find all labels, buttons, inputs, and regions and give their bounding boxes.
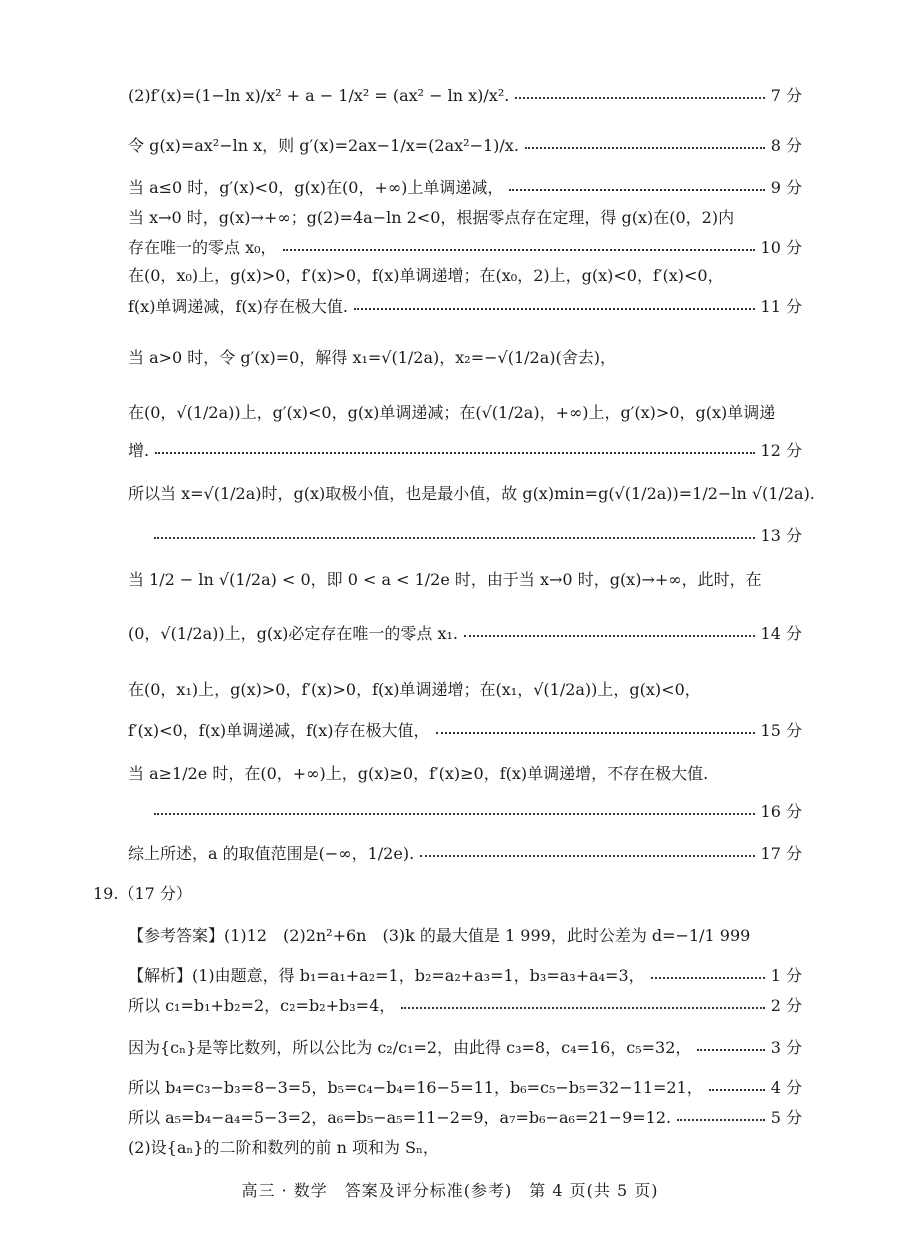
solution-line-5 [128,1108,802,1128]
leader-dots [509,189,764,191]
line-10 [128,238,802,258]
leader-dots [154,813,755,815]
line-text: 【解析】(1)由题意，得 b₁=a₁+a₂=1，b₂=a₂+a₃=1，b₃=a₃+a₄=3， [128,966,645,985]
line-8 [128,136,802,156]
leader-dots [436,732,755,734]
line-12 [128,441,802,461]
leader-dots [283,249,755,251]
line-text-plain: 当 x→0 时，g(x)→+∞；g(2)=4a−ln 2<0，根据零点存在定理，得 g(x)在(0，2)内 [128,208,735,227]
line-text-plain: 在(0，x₀)上，g(x)>0，f′(x)>0，f(x)单调递增；在(x₀，2)上，g(x)<0，f′(x)<0， [128,266,724,285]
score-mark: 4 分 [770,1078,802,1097]
solution-line-1 [128,966,802,986]
score-mark: 15 分 [760,721,802,740]
line-text: 因为{cₙ}是等比数列，所以公比为 c₂/c₁=2，由此得 c₃=8，c₄=16，c₅=32， [128,1038,692,1057]
score-mark: 9 分 [770,178,802,197]
line-15 [128,721,802,741]
score-mark: 17 分 [760,844,802,863]
leader-dots [697,1049,764,1051]
leader-dots [651,977,765,979]
leader-dots [515,97,764,99]
leader-dots [420,855,754,857]
line-text: 增. [128,441,150,460]
score-mark: 14 分 [760,624,802,643]
page-footer: 高三 · 数学 答案及评分标准(参考) 第 4 页(共 5 页) [241,1181,659,1200]
line-text: (0，√(1/2a))上，g(x)必定存在唯一的零点 x₁. [128,624,458,643]
score-mark: 16 分 [760,802,802,821]
line-text-plain: 当 1/2 − ln √(1/2a) < 0，即 0 < a < 1/2e 时，由于当 x→0 时，g(x)→+∞，此时，在 [128,570,762,589]
line-13 [148,526,802,546]
score-mark: 7 分 [770,86,802,105]
line-text: 存在唯一的零点 x₀， [128,238,277,257]
line-14 [128,624,802,644]
line-text-plain: 在(0，x₁)上，g(x)>0，f′(x)>0，f(x)单调递增；在(x₁，√(1/2a))上，g(x)<0， [128,680,701,699]
score-mark: 2 分 [770,996,802,1015]
leader-dots [709,1089,765,1091]
solution-line-4 [128,1078,802,1098]
score-mark: 10 分 [760,238,802,257]
line-text: f(x)单调递减，f(x)存在极大值. [128,297,348,316]
line-17 [128,844,802,864]
leader-dots [354,308,755,310]
score-mark: 11 分 [760,297,802,316]
line-16 [148,802,802,822]
leader-dots [155,452,754,454]
line-text: 所以 b₄=c₃−b₃=8−3=5，b₅=c₄−b₄=16−5=11，b₆=c₅−b₅=32−11=21， [128,1078,703,1097]
score-mark: 8 分 [770,136,802,155]
score-mark: 5 分 [770,1108,802,1127]
line-text: f′(x)<0，f(x)单调递减，f(x)存在极大值， [128,721,430,740]
line-text: 所以 a₅=b₄−a₄=5−3=2，a₆=b₅−a₅=11−2=9，a₇=b₆−a₆=21−9=12. [128,1108,672,1127]
reference-answer: 【参考答案】(1)12 (2)2n²+6n (3)k 的最大值是 1 999，此时公差为 d=−1/1 999 [128,926,751,945]
score-mark: 1 分 [770,966,802,985]
line-text-plain: 在(0，√(1/2a))上，g′(x)<0，g(x)单调递减；在(√(1/2a)，+∞)上，g′(x)>0，g(x)单调递 [128,403,776,422]
line-text: 令 g(x)=ax²−ln x，则 g′(x)=2ax−1/x=(2ax²−1)/x. [128,136,519,155]
line-11 [128,297,802,317]
leader-dots [401,1007,764,1009]
leader-dots [154,537,755,539]
line-9 [128,178,802,198]
line-text: 当 a≤0 时，g′(x)<0，g(x)在(0，+∞)上单调递减， [128,178,504,197]
solution-line-3 [128,1038,802,1058]
score-mark: 12 分 [760,441,802,460]
leader-dots [525,147,765,149]
leader-dots [464,635,755,637]
solution-line-2 [128,996,802,1016]
score-mark: 3 分 [770,1038,802,1057]
question-number: 19.（17 分） [93,884,192,903]
leader-dots [677,1119,765,1121]
line-text-plain: 当 a≥1/2e 时，在(0，+∞)上，g(x)≥0，f′(x)≥0，f(x)单调递增，不存在极大值. [128,764,709,783]
line-text: (2)f′(x)=(1−ln x)/x² + a − 1/x² = (ax² − ln x)/x². [128,86,510,105]
solution-line-6: (2)设{aₙ}的二阶和数列的前 n 项和为 Sₙ， [128,1138,439,1157]
line-text: 综上所述，a 的取值范围是(−∞，1/2e). [128,844,415,863]
score-mark: 13 分 [760,526,802,545]
line-text-plain: 当 a>0 时，令 g′(x)=0，解得 x₁=√(1/2a)，x₂=−√(1/2a)(舍去)， [128,348,616,367]
line-text-plain: 所以当 x=√(1/2a)时，g(x)取极小值，也是最小值，故 g(x)min=g(√(1/2a))=1/2−ln √(1/2a). [128,484,815,503]
line-7 [128,86,802,106]
line-text: 所以 c₁=b₁+b₂=2，c₂=b₂+b₃=4， [128,996,396,1015]
